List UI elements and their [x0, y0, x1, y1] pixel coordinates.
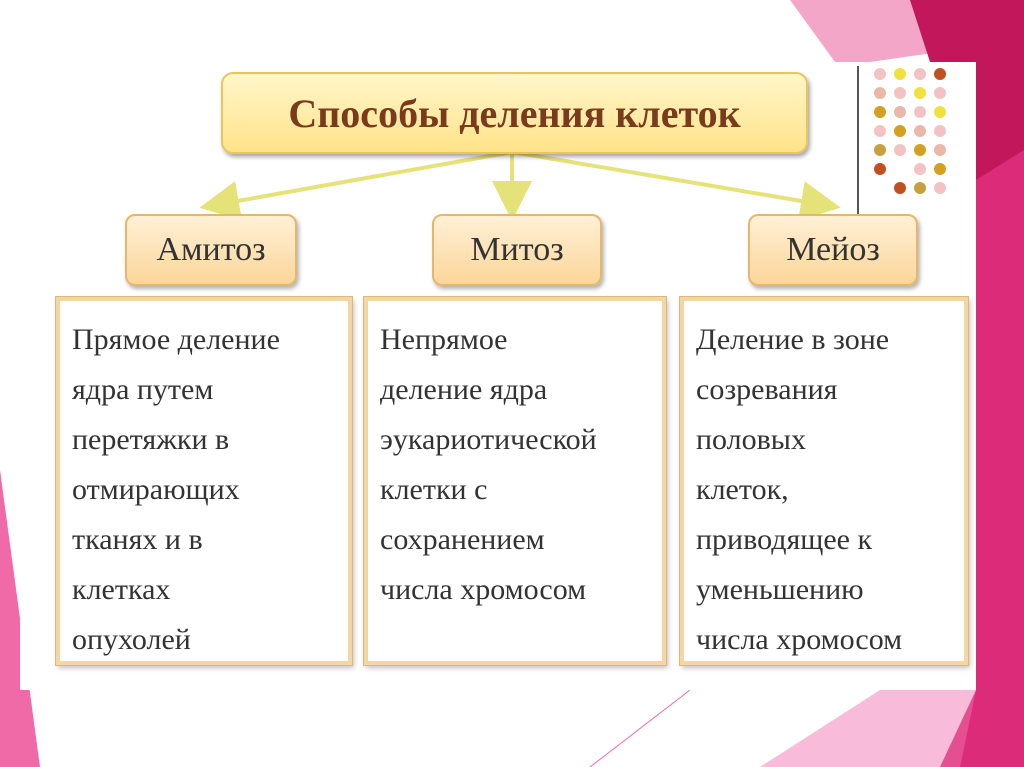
method-heading-meioz: Мейоз [748, 214, 918, 286]
method-description-amitoz: Прямое деление ядра путем перетяжки в отмирающих тканях и в клетках опухолей [56, 297, 352, 665]
method-description-meioz: Деление в зоне созревания половых клеток, приводящее к уменьшению числа хромосом [680, 297, 968, 665]
arrow-to-amitoz [215, 152, 512, 205]
method-description-mitoz: Непрямое деление ядра эукариотической клетки с сохранением числа хромосом [364, 297, 666, 665]
arrow-to-meioz [512, 152, 825, 205]
method-heading-amitoz: Амитоз [125, 214, 297, 286]
method-heading-mitoz: Митоз [432, 214, 602, 286]
diagram-title: Способы деления клеток [221, 72, 808, 154]
